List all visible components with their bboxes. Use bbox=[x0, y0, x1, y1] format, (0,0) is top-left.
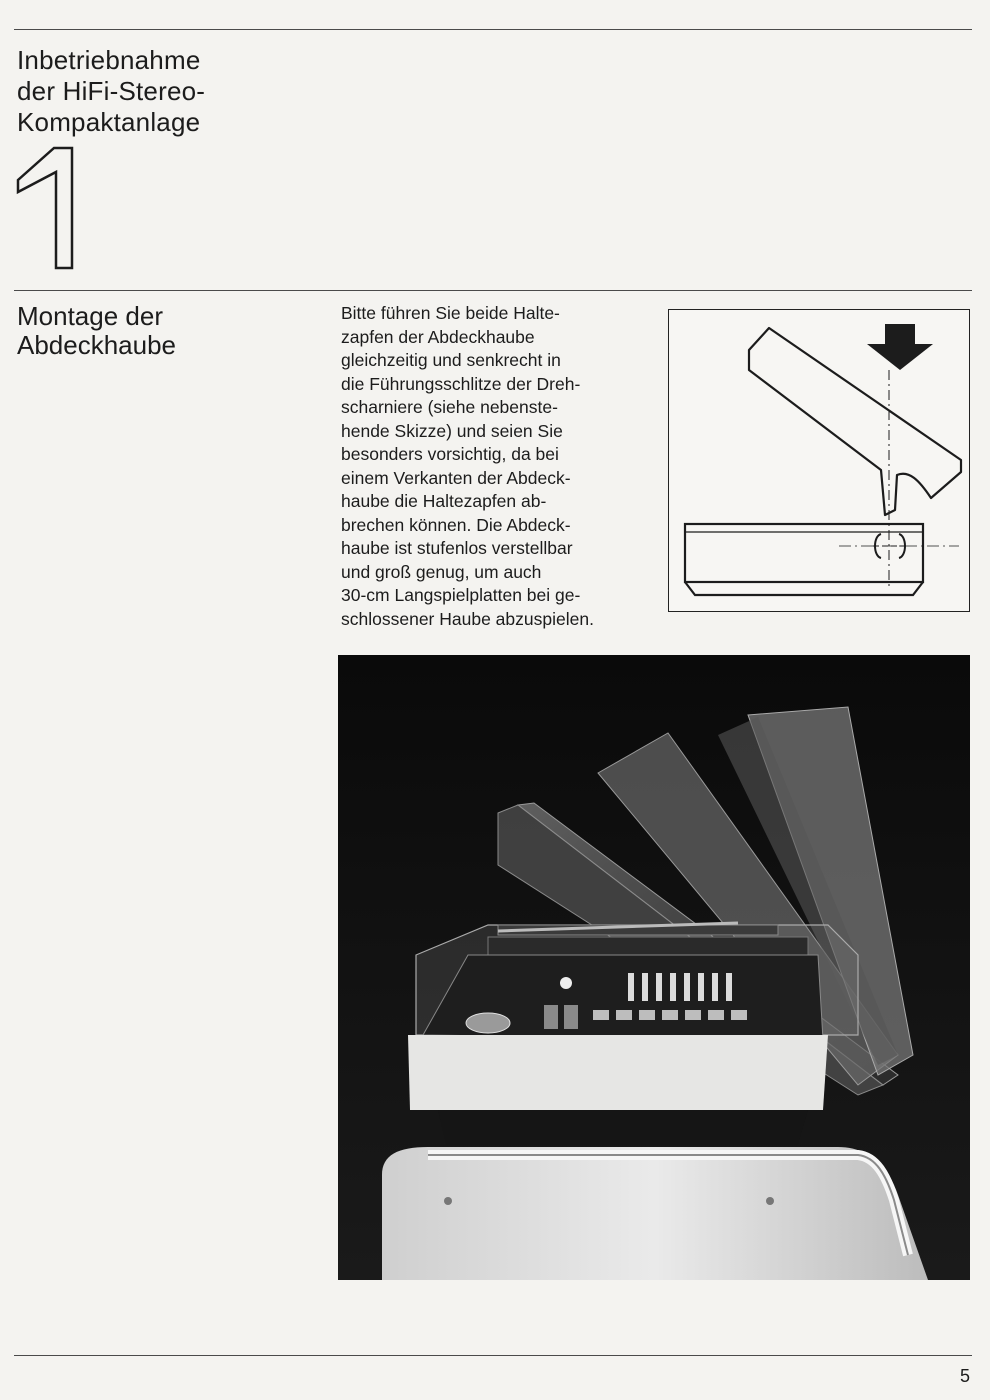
heading-line-3: Kompaktanlage bbox=[17, 107, 201, 137]
bottom-rule bbox=[14, 1355, 972, 1356]
turntable-photo bbox=[338, 655, 970, 1280]
section-title-line-2: Abdeckhaube bbox=[17, 330, 177, 360]
chapter-number bbox=[14, 140, 80, 274]
instruction-text: Bitte führen Sie beide Halte- zapfen der Abdeckhaube gleichzeitig und senkrecht in die Führungsschlitze der Dreh- scharniere (siehe nebenste- hende Skizze) und seien Sie besonders vorsichtig, da bei einem Verkanten der Abdeck- haube die Haltezapfen ab- brechen können. Die Abdeck- haube ist stufenlos verstellbar und groß genug, um auch 30-cm Langspielplatten bei ge- schlossener Haube abzuspielen. bbox=[341, 303, 594, 629]
section-title-line-1: Montage der bbox=[17, 301, 163, 331]
section-title bbox=[17, 302, 176, 360]
chapter-number-text: 1 bbox=[14, 140, 15, 141]
heading-line-2: der HiFi-Stereo- bbox=[17, 76, 206, 106]
heading-line-1: Inbetriebnahme bbox=[17, 45, 201, 75]
page-number: 5 bbox=[959, 1366, 970, 1386]
hinge-diagram bbox=[668, 309, 970, 612]
page-heading bbox=[17, 45, 205, 138]
top-rule bbox=[14, 29, 972, 30]
section-rule bbox=[14, 290, 972, 291]
